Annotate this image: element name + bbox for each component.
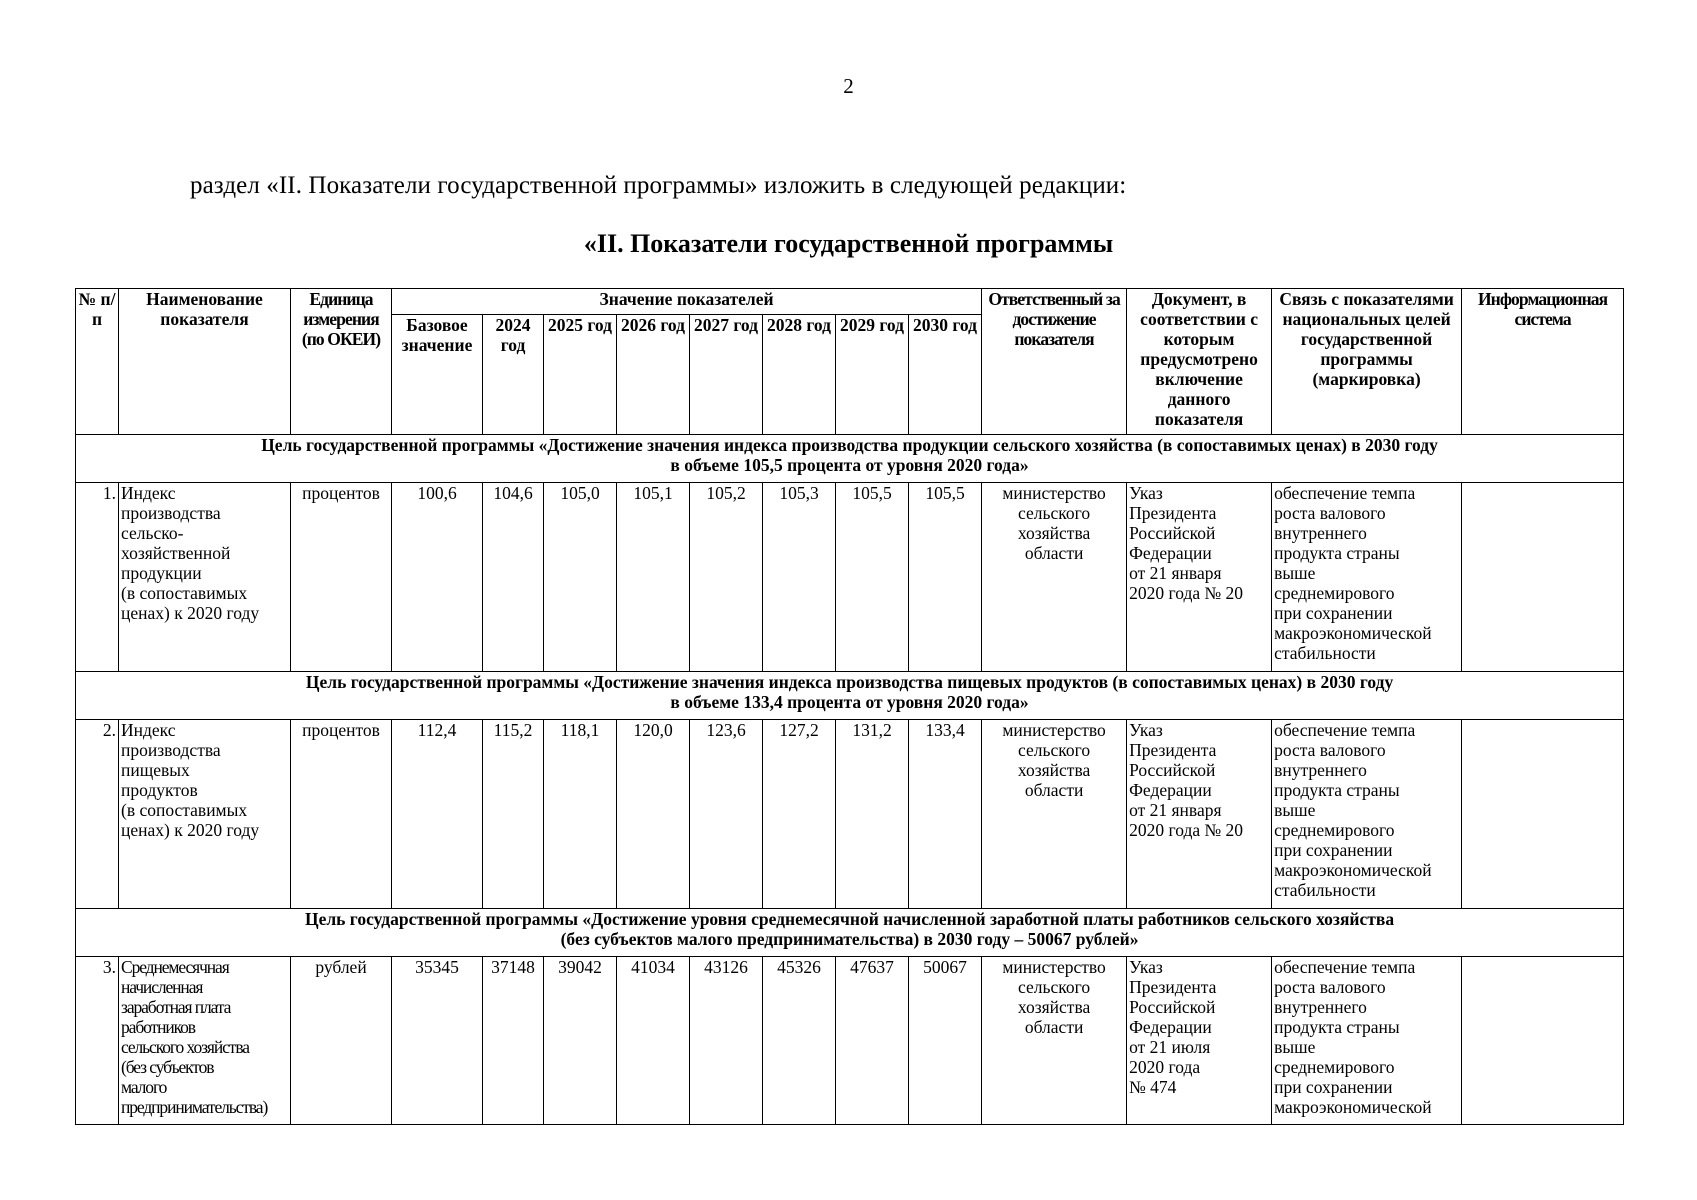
row-num: 1. xyxy=(76,483,119,672)
value-2024: 104,6 xyxy=(483,483,544,672)
header-responsible: Ответственный за достижение показателя xyxy=(982,289,1127,435)
link-cell: обеспечение темпа роста валового внутреннего продукта страны выше среднемирового при сохранении макроэкономической стабильности xyxy=(1272,720,1462,909)
table-row xyxy=(76,957,1624,1125)
row-num: 2. xyxy=(76,720,119,909)
responsible-cell: министерство сельского хозяйства области xyxy=(982,720,1127,909)
header-system: Информационная система xyxy=(1462,289,1624,435)
goal-text: Цель государственной программы «Достижение уровня среднемесячной начисленной заработной платы работников сельского хозяйства (без субъектов малого предпринимательства) в 2030 году – 50067 рублей» xyxy=(76,909,1624,957)
value-2026: 120,0 xyxy=(617,720,690,909)
value-2025: 118,1 xyxy=(544,720,617,909)
link-cell: обеспечение темпа роста валового внутреннего продукта страны выше среднемирового при сохранении макроэкономической стабильности xyxy=(1272,483,1462,672)
header-name: Наименование показателя xyxy=(119,289,291,435)
value-2030: 133,4 xyxy=(909,720,982,909)
unit-cell: рублей xyxy=(291,957,392,1125)
system-cell xyxy=(1462,957,1624,1125)
table-row xyxy=(76,483,1624,672)
header-year-2028: 2028 год xyxy=(763,315,836,435)
responsible-cell: министерство сельского хозяйства области xyxy=(982,483,1127,672)
section-title: «II. Показатели государственной программы xyxy=(583,229,1114,258)
value-2026: 105,1 xyxy=(617,483,690,672)
value-2029: 131,2 xyxy=(836,720,909,909)
indicator-name: Индекс производства сельско- хозяйственной продукции (в сопоставимых ценах) к 2020 году xyxy=(119,483,291,672)
system-cell xyxy=(1462,483,1624,672)
value-2027: 105,2 xyxy=(690,483,763,672)
document-cell: Указ Президента Российской Федерации от 21 января 2020 года № 20 xyxy=(1127,720,1272,909)
table-row xyxy=(76,720,1624,909)
document-cell: Указ Президента Российской Федерации от 21 июля 2020 года № 474 xyxy=(1127,957,1272,1125)
goal-row xyxy=(76,672,1624,720)
header-year-2030: 2030 год xyxy=(909,315,982,435)
header-base: Базовое значение xyxy=(392,315,483,435)
header-year-2025: 2025 год xyxy=(544,315,617,435)
header-year-2024: 2024 год xyxy=(483,315,544,435)
responsible-cell: министерство сельского хозяйства области xyxy=(982,957,1127,1125)
header-year-2027: 2027 год xyxy=(690,315,763,435)
header-year-2026: 2026 год xyxy=(617,315,690,435)
value-2026: 41034 xyxy=(617,957,690,1125)
goal-row xyxy=(76,909,1624,957)
header-year-2029: 2029 год xyxy=(836,315,909,435)
value-base: 35345 xyxy=(392,957,483,1125)
header-row-top xyxy=(76,289,1624,315)
header-values-group: Значение показателей xyxy=(392,289,982,315)
goal-text: Цель государственной программы «Достижение значения индекса производства пищевых продуктов (в сопоставимых ценах) в 2030 году в объеме 133,4 процента от уровня 2020 года» xyxy=(76,672,1624,720)
header-unit: Единица измерения (по ОКЕИ) xyxy=(291,289,392,435)
goal-text: Цель государственной программы «Достижение значения индекса производства продукции сельского хозяйства (в сопоставимых ценах) в 2030 году в объеме 105,5 процента от уровня 2020 года» xyxy=(76,435,1624,483)
value-base: 112,4 xyxy=(392,720,483,909)
intro-sentence: раздел «II. Показатели государственной программы» изложить в следующей редакции: xyxy=(190,172,1127,199)
header-link: Связь с показателями национальных целей государственной программы (маркировка) xyxy=(1272,289,1462,435)
goal-row xyxy=(76,435,1624,483)
value-2025: 39042 xyxy=(544,957,617,1125)
value-2029: 47637 xyxy=(836,957,909,1125)
value-2024: 115,2 xyxy=(483,720,544,909)
value-2027: 123,6 xyxy=(690,720,763,909)
value-2024: 37148 xyxy=(483,957,544,1125)
value-2028: 127,2 xyxy=(763,720,836,909)
value-2029: 105,5 xyxy=(836,483,909,672)
value-2028: 105,3 xyxy=(763,483,836,672)
header-document: Документ, в соответствии с которым предусмотрено включение данного показателя xyxy=(1127,289,1272,435)
indicators-table xyxy=(75,288,1624,1125)
indicator-name: Среднемесячная начисленная заработная плата работников сельского хозяйства (без субъектов малого предпринимательства) xyxy=(119,957,291,1125)
value-2025: 105,0 xyxy=(544,483,617,672)
link-cell: обеспечение темпа роста валового внутреннего продукта страны выше среднемирового при сохранении макроэкономической xyxy=(1272,957,1462,1125)
document-cell: Указ Президента Российской Федерации от 21 января 2020 года № 20 xyxy=(1127,483,1272,672)
page-number: 2 xyxy=(843,74,854,98)
unit-cell: процентов xyxy=(291,483,392,672)
unit-cell: процентов xyxy=(291,720,392,909)
value-2030: 50067 xyxy=(909,957,982,1125)
value-2028: 45326 xyxy=(763,957,836,1125)
value-base: 100,6 xyxy=(392,483,483,672)
value-2030: 105,5 xyxy=(909,483,982,672)
header-num: № п/п xyxy=(76,289,119,435)
row-num: 3. xyxy=(76,957,119,1125)
system-cell xyxy=(1462,720,1624,909)
value-2027: 43126 xyxy=(690,957,763,1125)
indicator-name: Индекс производства пищевых продуктов (в сопоставимых ценах) к 2020 году xyxy=(119,720,291,909)
